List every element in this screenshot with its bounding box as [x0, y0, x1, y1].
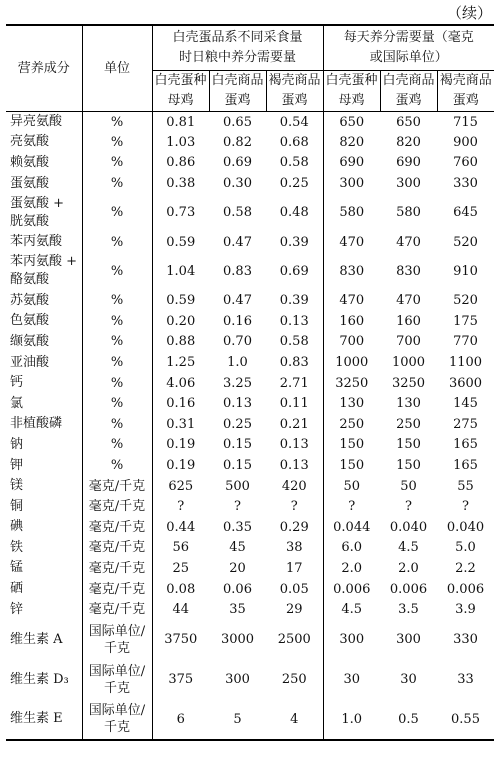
value-cell: 0.006	[389, 581, 428, 597]
value-cell: 0.31	[152, 414, 209, 435]
value-cell: 0.59	[152, 290, 209, 311]
value-cell: 0.13	[279, 458, 309, 474]
table-row	[6, 599, 494, 620]
continued-label: （续）	[446, 4, 492, 22]
value-cell: 580	[396, 205, 421, 221]
value-cell: 0.44	[152, 517, 209, 538]
value-cell: 0.16	[152, 393, 209, 414]
value-cell: 0.39	[279, 234, 309, 250]
value-cell: 0.48	[279, 205, 309, 221]
value-cell: 470	[323, 290, 380, 311]
value-cell: 820	[323, 132, 380, 153]
table-row	[6, 252, 494, 290]
value-cell: 150	[323, 455, 380, 476]
value-cell: 0.65	[223, 114, 252, 130]
value-cell: 1000	[323, 352, 380, 373]
value-cell: 300	[396, 176, 421, 192]
value-cell: 625	[152, 476, 209, 497]
value-cell: 0.69	[279, 263, 309, 279]
value-cell: 0.83	[279, 355, 309, 371]
nutrient-name: 铁	[10, 539, 24, 555]
value-cell: 250	[281, 672, 307, 688]
unit-cell: %	[82, 173, 152, 194]
header-group-daily: 每天养分需要量（毫克或国际单位）	[323, 25, 494, 71]
nutrient-name: 亚油酸	[10, 354, 50, 370]
table-row	[6, 373, 494, 394]
unit-cell: 毫克/千克	[82, 558, 152, 579]
value-cell: ?	[462, 499, 469, 515]
value-cell: 0.59	[152, 232, 209, 253]
table-row	[6, 290, 494, 311]
value-cell: 330	[453, 632, 478, 648]
value-cell: 2500	[277, 632, 311, 648]
unit-cell: %	[82, 112, 152, 133]
header-group-diet-percent: 白壳蛋品系不同采食量时日粮中养分需要量	[152, 25, 323, 71]
value-cell: 3.9	[455, 602, 476, 618]
nutrient-name: 氯	[10, 395, 24, 411]
table-row	[6, 700, 494, 740]
value-cell: 330	[453, 176, 478, 192]
table-row	[6, 414, 494, 435]
value-cell: 35	[229, 602, 246, 618]
value-cell: 3250	[391, 375, 426, 391]
value-cell: 820	[396, 134, 421, 150]
value-cell: 20	[229, 560, 246, 576]
table-row	[6, 311, 494, 332]
value-cell: 0.006	[323, 579, 380, 600]
value-cell: 55	[457, 478, 474, 494]
table-row	[6, 620, 494, 660]
value-cell: 0.58	[279, 155, 309, 171]
value-cell: 0.25	[223, 416, 252, 432]
table-row	[6, 496, 494, 517]
value-cell: 0.13	[223, 396, 252, 412]
value-cell: 690	[323, 153, 380, 174]
value-cell: 910	[453, 263, 478, 279]
value-cell: 715	[453, 114, 478, 130]
value-cell: 0.06	[223, 581, 252, 597]
value-cell: 0.88	[152, 332, 209, 353]
value-cell: ?	[405, 499, 412, 515]
value-cell: 5	[209, 700, 266, 740]
table-row	[6, 660, 494, 700]
table-row	[6, 393, 494, 414]
value-cell: 0.15	[223, 458, 252, 474]
value-cell: 0.70	[223, 334, 252, 350]
table-row	[6, 173, 494, 194]
table-row	[6, 112, 494, 133]
nutrient-name: 硒	[10, 581, 24, 597]
table-row	[6, 352, 494, 373]
unit-cell: 国际单位/千克	[82, 620, 152, 660]
value-cell: 300	[396, 632, 421, 648]
value-cell: 6	[152, 700, 209, 740]
value-cell: 700	[396, 334, 421, 350]
nutrient-name: 钾	[10, 457, 24, 473]
unit-cell: 毫克/千克	[82, 496, 152, 517]
value-cell: 830	[396, 263, 421, 279]
value-cell: 470	[396, 293, 421, 309]
unit-cell: 毫克/千克	[82, 517, 152, 538]
nutrient-name: 非植酸磷	[10, 416, 63, 432]
value-cell: 770	[453, 334, 478, 350]
value-cell: 470	[323, 232, 380, 253]
value-cell: 0.38	[152, 173, 209, 194]
value-cell: 165	[453, 458, 478, 474]
table-row	[6, 132, 494, 153]
subheader-col1: 白壳蛋种母鸡	[152, 71, 209, 112]
value-cell: 0.55	[437, 700, 494, 740]
value-cell: 0.006	[446, 581, 485, 597]
value-cell: 38	[285, 540, 303, 556]
value-cell: 0.58	[279, 334, 309, 350]
unit-cell: 国际单位/千克	[82, 660, 152, 700]
value-cell: 1.25	[152, 352, 209, 373]
value-cell: 150	[396, 458, 421, 474]
nutrient-name: 锌	[10, 601, 24, 617]
unit-cell: 毫克/千克	[82, 476, 152, 497]
value-cell: 0.08	[152, 579, 209, 600]
value-cell: 0.19	[152, 435, 209, 456]
value-cell: 0.25	[279, 176, 309, 192]
value-cell: 830	[323, 252, 380, 290]
value-cell: 45	[229, 540, 246, 556]
value-cell: 0.68	[279, 134, 309, 150]
unit-cell: %	[82, 132, 152, 153]
nutrient-name: 铜	[10, 498, 24, 514]
value-cell: 1100	[448, 355, 483, 371]
nutrient-name: 蛋氨酸	[10, 175, 50, 191]
value-cell: ?	[234, 499, 241, 515]
value-cell: 3250	[323, 373, 380, 394]
value-cell: 0.81	[152, 112, 209, 133]
table-row	[6, 232, 494, 253]
table-row	[6, 332, 494, 353]
value-cell: 0.29	[279, 519, 309, 535]
value-cell: 2.71	[279, 375, 309, 391]
nutrient-name: 苯丙氨酸	[10, 234, 63, 250]
value-cell: 1000	[391, 355, 426, 371]
value-cell: 275	[453, 416, 478, 432]
unit-cell: %	[82, 414, 152, 435]
unit-cell: %	[82, 311, 152, 332]
unit-cell: 毫克/千克	[82, 538, 152, 559]
value-cell: 2.0	[323, 558, 380, 579]
value-cell: ?	[152, 496, 209, 517]
value-cell: 520	[453, 234, 478, 250]
value-cell: 0.11	[279, 396, 309, 412]
value-cell: 0.83	[223, 263, 252, 279]
value-cell: 150	[396, 437, 421, 453]
value-cell: 6.0	[323, 538, 380, 559]
unit-cell: %	[82, 455, 152, 476]
value-cell: 520	[453, 293, 478, 309]
value-cell: 1.0	[227, 355, 248, 371]
value-cell: 0.47	[223, 293, 252, 309]
unit-cell: 毫克/千克	[82, 599, 152, 620]
nutrient-name: 苏氨酸	[10, 292, 50, 308]
value-cell: 250	[396, 416, 421, 432]
value-cell: 0.040	[389, 519, 428, 535]
value-cell: 0.20	[152, 311, 209, 332]
table-row	[6, 517, 494, 538]
subheader-col4: 白壳蛋种母鸡	[323, 71, 380, 112]
nutrient-name: 钙	[10, 375, 24, 391]
value-cell: 3.5	[398, 602, 419, 618]
unit-cell: %	[82, 194, 152, 232]
value-cell: 650	[396, 114, 421, 130]
subheader-col6: 褐壳商品蛋鸡	[437, 71, 494, 112]
nutrient-name: 维生素 A	[10, 631, 63, 647]
table-row	[6, 558, 494, 579]
value-cell: 0.13	[279, 437, 309, 453]
value-cell: 0.21	[279, 416, 309, 432]
value-cell: 0.19	[152, 455, 209, 476]
value-cell: 17	[285, 560, 303, 576]
unit-cell: %	[82, 373, 152, 394]
value-cell: 130	[396, 396, 421, 412]
value-cell: 0.69	[223, 155, 252, 171]
value-cell: 2.2	[455, 560, 476, 576]
value-cell: 165	[453, 437, 478, 453]
value-cell: 145	[453, 396, 478, 412]
value-cell: 0.82	[223, 134, 252, 150]
value-cell: 56	[152, 538, 209, 559]
value-cell: 3750	[152, 620, 209, 660]
unit-cell: %	[82, 393, 152, 414]
value-cell: 1.0	[323, 700, 380, 740]
value-cell: 25	[152, 558, 209, 579]
unit-cell: 毫克/千克	[82, 579, 152, 600]
nutrient-name: 异亮氨酸	[10, 114, 63, 130]
nutrient-name: 色氨酸	[10, 313, 50, 329]
value-cell: 0.30	[223, 176, 252, 192]
value-cell: 700	[323, 332, 380, 353]
nutrient-name: 缬氨酸	[10, 333, 50, 349]
header-nutrient: 营养成分	[6, 25, 82, 112]
nutrient-name: 苯丙氨酸 + 酪氨酸	[10, 254, 78, 288]
value-cell: 0.47	[223, 234, 252, 250]
value-cell: 470	[396, 234, 421, 250]
subheader-col5: 白壳商品蛋鸡	[380, 71, 437, 112]
table-row	[6, 455, 494, 476]
value-cell: 0.39	[279, 293, 309, 309]
nutrient-name: 维生素 E	[6, 700, 82, 740]
subheader-col2: 白壳商品蛋鸡	[209, 71, 266, 112]
value-cell: 0.73	[152, 194, 209, 232]
header-unit: 单位	[82, 25, 152, 112]
value-cell: 29	[285, 602, 303, 618]
value-cell: ?	[323, 496, 380, 517]
value-cell: 300	[323, 173, 380, 194]
value-cell: 50	[323, 476, 380, 497]
value-cell: 3600	[448, 375, 483, 391]
nutrient-name: 蛋氨酸 + 胱氨酸	[10, 195, 65, 229]
value-cell: 0.86	[152, 153, 209, 174]
table-row	[6, 194, 494, 232]
value-cell: 300	[323, 620, 380, 660]
value-cell: 0.044	[323, 517, 380, 538]
value-cell: 645	[453, 205, 478, 221]
value-cell: 300	[225, 672, 250, 688]
value-cell: 0.13	[279, 313, 309, 329]
unit-cell: %	[82, 332, 152, 353]
nutrient-name: 镁	[10, 478, 24, 494]
subheader-col3: 褐壳商品蛋鸡	[266, 71, 323, 112]
unit-cell: %	[82, 153, 152, 174]
value-cell: 44	[152, 599, 209, 620]
table-row	[6, 476, 494, 497]
value-cell: 0.58	[223, 205, 252, 221]
table-row	[6, 435, 494, 456]
value-cell: 375	[152, 660, 209, 700]
nutrient-name: 亮氨酸	[10, 134, 50, 150]
value-cell: 5.0	[455, 540, 476, 556]
value-cell: 760	[453, 155, 478, 171]
value-cell: 3.25	[223, 375, 252, 391]
value-cell: 420	[281, 478, 307, 494]
value-cell: 690	[396, 155, 421, 171]
value-cell: ?	[290, 499, 298, 515]
value-cell: 4.06	[152, 373, 209, 394]
nutrient-name: 钠	[10, 436, 24, 452]
unit-cell: %	[82, 252, 152, 290]
unit-cell: 国际单位/千克	[82, 700, 152, 740]
nutrient-name: 维生素 D₃	[10, 671, 69, 687]
table-body	[6, 112, 494, 740]
value-cell: 150	[323, 435, 380, 456]
value-cell: 3000	[220, 632, 255, 648]
value-cell: 0.54	[279, 114, 309, 130]
unit-cell: %	[82, 290, 152, 311]
table-row	[6, 153, 494, 174]
value-cell: 130	[323, 393, 380, 414]
value-cell: 160	[396, 313, 421, 329]
value-cell: 4.5	[398, 540, 419, 556]
value-cell: 175	[453, 313, 478, 329]
value-cell: 0.16	[223, 313, 252, 329]
nutrient-name: 碘	[10, 519, 24, 535]
nutrient-name: 赖氨酸	[10, 154, 50, 170]
unit-cell: %	[82, 352, 152, 373]
value-cell: 0.15	[223, 437, 252, 453]
value-cell: 50	[400, 478, 417, 494]
value-cell: 650	[323, 112, 380, 133]
value-cell: 0.5	[380, 700, 437, 740]
value-cell: 2.0	[398, 560, 419, 576]
value-cell: 4.5	[323, 599, 380, 620]
table-row	[6, 579, 494, 600]
nutrient-name: 锰	[10, 560, 24, 576]
value-cell: 4	[266, 700, 323, 740]
value-cell: 0.040	[446, 519, 485, 535]
value-cell: 30	[323, 660, 380, 700]
nutrient-requirements-table	[6, 24, 494, 741]
value-cell: 580	[323, 194, 380, 232]
value-cell: 250	[323, 414, 380, 435]
value-cell: 160	[323, 311, 380, 332]
value-cell: 1.03	[152, 132, 209, 153]
table-row	[6, 538, 494, 559]
value-cell: 33	[457, 672, 474, 688]
unit-cell: %	[82, 435, 152, 456]
value-cell: 1.04	[152, 252, 209, 290]
value-cell: 0.05	[279, 581, 309, 597]
value-cell: 500	[225, 478, 250, 494]
unit-cell: %	[82, 232, 152, 253]
value-cell: 30	[400, 672, 417, 688]
value-cell: 0.35	[223, 519, 252, 535]
value-cell: 900	[453, 134, 478, 150]
